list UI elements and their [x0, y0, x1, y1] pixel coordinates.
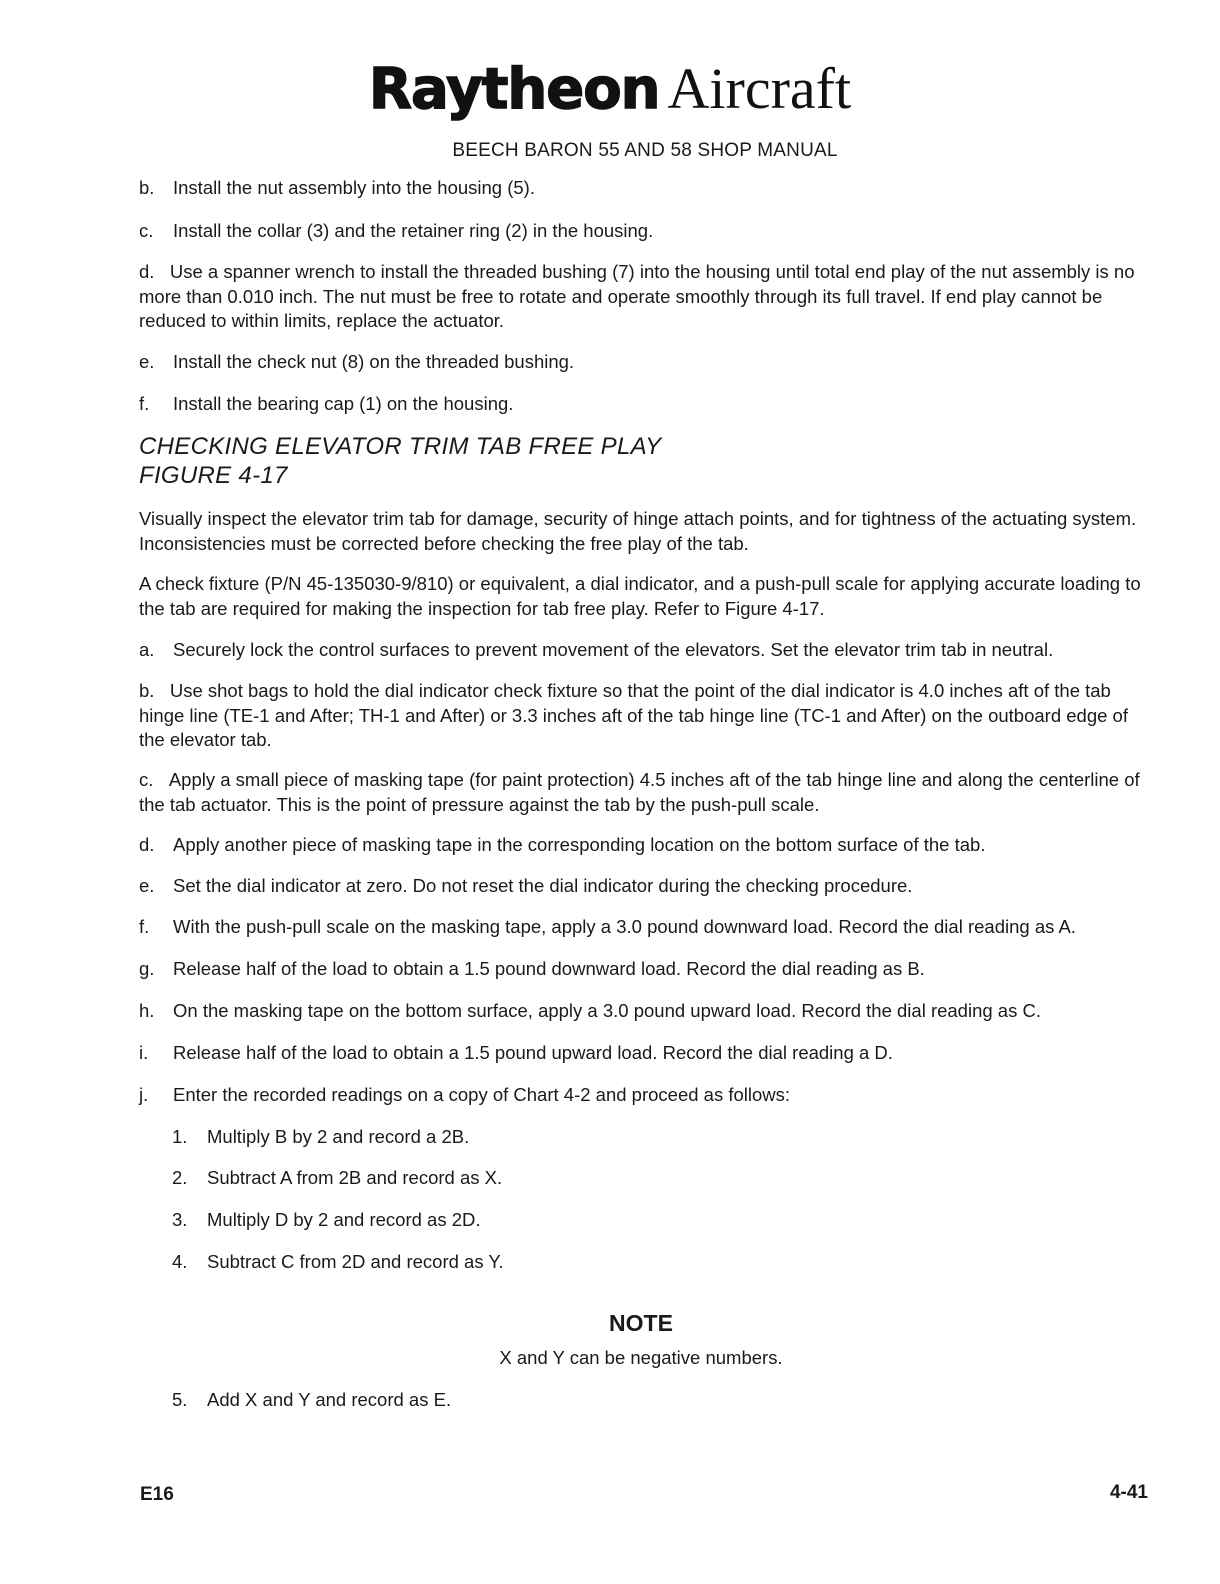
list-item [139, 1083, 790, 1108]
step-label: e. [139, 875, 155, 896]
substep-label: 5. [172, 1389, 188, 1410]
list-item [139, 833, 985, 858]
raytheon-aircraft-logo [368, 56, 852, 122]
page-number: 4-41 [1109, 1482, 1148, 1503]
step-text: Use shot bags to hold the dial indicator check fixture so that the point of the dial indicator is 4.0 inches aft of the tab hinge line (TE-1 and After; TH-1 and After) or 3.3 inches aft of the tab hinge line (TC-1 and After) on the outboard edge of the elevator tab. [139, 680, 1128, 750]
list-item [139, 260, 1151, 334]
sub-list-item [172, 1166, 502, 1191]
substep-text: Subtract A from 2B and record as X. [207, 1167, 503, 1188]
note-title: NOTE [609, 1310, 673, 1336]
step-text: Release half of the load to obtain a 1.5 pound upward load. Record the dial reading a D. [173, 1042, 893, 1063]
list-item [139, 915, 1076, 940]
step-text: Install the collar (3) and the retainer ring (2) in the housing. [173, 220, 654, 241]
list-item [139, 392, 513, 417]
step-label: f. [139, 916, 150, 937]
substep-label: 3. [172, 1209, 188, 1230]
sub-list-item [172, 1125, 469, 1150]
step-text: Release half of the load to obtain a 1.5 pound downward load. Record the dial reading as B. [173, 958, 925, 979]
step-label: c. [139, 769, 154, 790]
list-item [139, 957, 925, 982]
step-text: On the masking tape on the bottom surface, apply a 3.0 pound upward load. Record the dial reading as C. [173, 1000, 1041, 1021]
sub-list-item [172, 1388, 451, 1413]
substep-text: Multiply B by 2 and record a 2B. [207, 1126, 470, 1147]
intro-paragraph: A check fixture (P/N 45-135030-9/810) or equivalent, a dial indicator, and a push-pull scale for applying accurate loading to the tab are required for making the inspection for tab free play. Refer to Figure 4-17. [139, 573, 1141, 619]
step-text: Install the bearing cap (1) on the housing. [173, 393, 514, 414]
revision-code: E16 [140, 1484, 174, 1505]
step-text: Enter the recorded readings on a copy of Chart 4-2 and proceed as follows: [173, 1084, 791, 1105]
list-item [139, 219, 653, 244]
step-text: Use a spanner wrench to install the threaded bushing (7) into the housing until total end play of the nut assembly is no more than 0.010 inch. The nut must be free to rotate and operate smoothly through its full travel. If end play cannot be reduced to within limits, replace the actuator. [139, 261, 1135, 331]
note-text: X and Y can be negative numbers. [499, 1347, 783, 1368]
logo-aircraft: Aircraft [667, 56, 852, 121]
section-heading: CHECKING ELEVATOR TRIM TAB FREE PLAY [139, 433, 662, 460]
list-item [139, 999, 1041, 1024]
list-item [139, 874, 912, 899]
substep-label: 2. [172, 1167, 188, 1188]
figure-reference: FIGURE 4-17 [139, 462, 288, 489]
step-label: j. [139, 1084, 149, 1105]
substep-text: Multiply D by 2 and record as 2D. [207, 1209, 481, 1230]
step-label: i. [139, 1042, 149, 1063]
list-item [139, 350, 574, 375]
list-item [139, 1041, 893, 1066]
sub-list-item [172, 1208, 481, 1233]
step-label: h. [139, 1000, 155, 1021]
step-text: Apply a small piece of masking tape (for paint protection) 4.5 inches aft of the tab hinge line and along the centerline of the tab actuator. This is the point of pressure against the tab by the push-pull scale. [139, 769, 1140, 815]
step-label: c. [139, 220, 154, 241]
list-item [139, 638, 1053, 663]
substep-label: 1. [172, 1126, 188, 1147]
list-item [139, 176, 535, 201]
step-label: g. [139, 958, 155, 979]
step-text: With the push-pull scale on the masking tape, apply a 3.0 pound downward load. Record the dial reading as A. [173, 916, 1076, 937]
step-text: Install the check nut (8) on the threaded bushing. [173, 351, 575, 372]
substep-label: 4. [172, 1251, 188, 1272]
step-text: Set the dial indicator at zero. Do not reset the dial indicator during the checking procedure. [173, 875, 913, 896]
step-label: d. [139, 834, 155, 855]
step-label: e. [139, 351, 155, 372]
intro-paragraph: Visually inspect the elevator trim tab for damage, security of hinge attach points, and for tightness of the actuating system. Inconsistencies must be corrected before checking the free play of the tab. [139, 508, 1137, 554]
substep-text: Add X and Y and record as E. [207, 1389, 452, 1410]
list-item [139, 768, 1151, 817]
substep-text: Subtract C from 2D and record as Y. [207, 1251, 504, 1272]
step-label: d. [139, 261, 155, 282]
list-item [139, 679, 1151, 753]
step-label: a. [139, 639, 155, 660]
step-text: Securely lock the control surfaces to prevent movement of the elevators. Set the elevator trim tab in neutral. [173, 639, 1054, 660]
step-text: Apply another piece of masking tape in the corresponding location on the bottom surface of the tab. [173, 834, 986, 855]
step-label: b. [139, 177, 155, 198]
step-label: f. [139, 393, 150, 414]
logo-brand: Raytheon [368, 57, 660, 122]
manual-title: BEECH BARON 55 AND 58 SHOP MANUAL [452, 140, 838, 161]
page-header [0, 56, 1220, 122]
step-label: b. [139, 680, 155, 701]
sub-list-item [172, 1250, 504, 1275]
step-text: Install the nut assembly into the housing (5). [173, 177, 535, 198]
